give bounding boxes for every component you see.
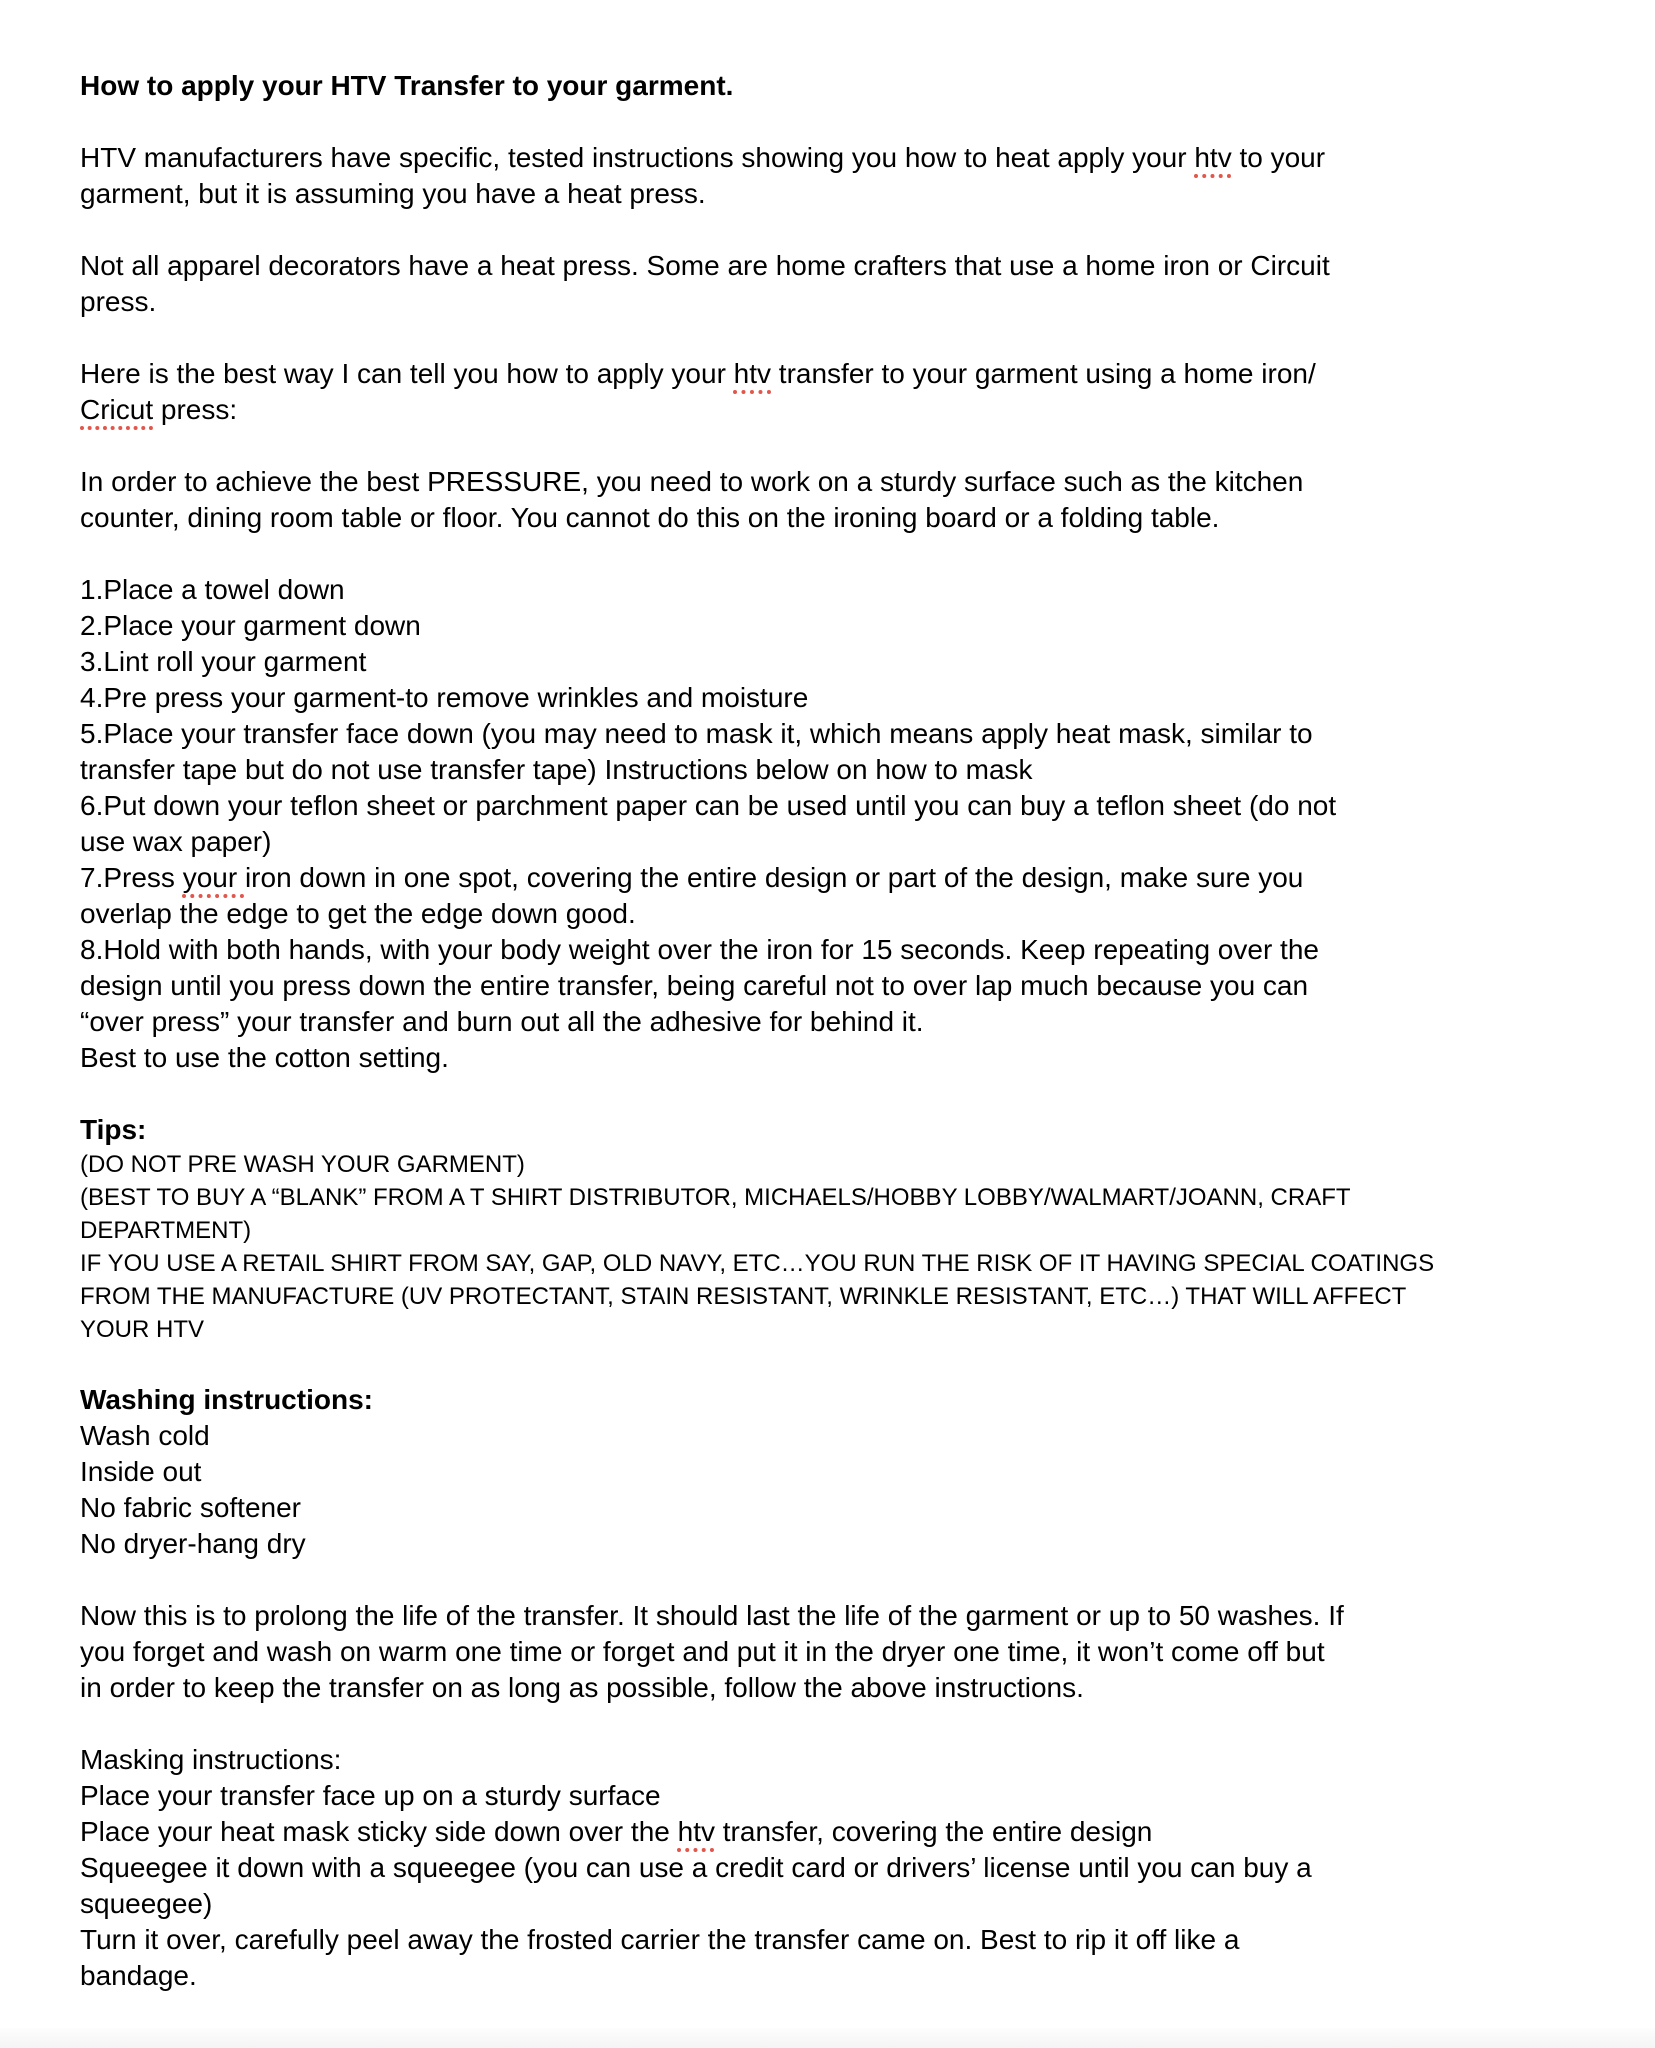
text-run: Not all apparel decorators have a heat press. Some are home crafters that use a home iron or Circuit xyxy=(80,250,1330,281)
text-line xyxy=(80,1040,1595,1076)
text-run: garment, but it is assuming you have a heat press. xyxy=(80,178,706,209)
text-line xyxy=(80,1634,1595,1670)
text-run: 6.Put down your teflon sheet or parchment paper can be used until you can buy a teflon sheet (do not xyxy=(80,790,1337,821)
text-line xyxy=(80,680,1595,716)
text-line xyxy=(80,932,1595,968)
numbered-steps-list xyxy=(80,572,1595,1076)
text-line xyxy=(80,1280,1595,1313)
document-body xyxy=(80,68,1595,1994)
text-run: Masking instructions: xyxy=(80,1744,342,1775)
text-run: transfer to your garment using a home iron/ xyxy=(771,358,1316,389)
text-run: iron down in one spot, covering the entire design or part of the design, make sure you xyxy=(244,862,1304,893)
text-line xyxy=(80,1313,1595,1346)
text-line xyxy=(80,1598,1595,1634)
text-run: use wax paper) xyxy=(80,826,272,857)
text-line xyxy=(80,896,1595,932)
text-run: transfer, covering the entire design xyxy=(714,1816,1153,1847)
misspelled-word: htv xyxy=(1194,142,1232,173)
text-run: Place your transfer face up on a sturdy surface xyxy=(80,1780,661,1811)
text-line xyxy=(80,572,1595,608)
misspelled-word: htv xyxy=(733,358,772,389)
text-line xyxy=(80,1181,1595,1214)
text-line xyxy=(80,1922,1595,1958)
text-line xyxy=(80,248,1595,284)
text-run: (BEST TO BUY A “BLANK” FROM A T SHIRT DISTRIBUTOR, MICHAELS/HOBBY LOBBY/WALMART/JOANN, CRAFT xyxy=(80,1184,1351,1211)
text-run: Tips: xyxy=(80,1114,147,1145)
text-line xyxy=(80,968,1595,1004)
text-line xyxy=(80,1247,1595,1280)
text-run: 3.Lint roll your garment xyxy=(80,646,367,677)
text-line xyxy=(80,1814,1595,1850)
text-run: to your xyxy=(1231,142,1326,173)
text-run: Place your heat mask sticky side down over the xyxy=(80,1816,678,1847)
washing-instructions-section xyxy=(80,1382,1595,1562)
text-line xyxy=(80,860,1595,896)
text-run: No fabric softener xyxy=(80,1492,301,1523)
text-run: 1.Place a towel down xyxy=(80,574,345,605)
text-run: press: xyxy=(153,394,238,425)
paragraph-prolong-life xyxy=(80,1598,1595,1706)
text-run: DEPARTMENT) xyxy=(80,1217,252,1244)
text-run: Best to use the cotton setting. xyxy=(80,1042,449,1073)
text-line xyxy=(80,1742,1595,1778)
text-run: Now this is to prolong the life of the transfer. It should last the life of the garment or up to 50 washes. If xyxy=(80,1600,1344,1631)
text-line xyxy=(80,752,1595,788)
text-run: 4.Pre press your garment-to remove wrinkles and moisture xyxy=(80,682,809,713)
text-run: IF YOU USE A RETAIL SHIRT FROM SAY, GAP, OLD NAVY, ETC…YOU RUN THE RISK OF IT HAVING SPECIAL COATINGS xyxy=(80,1250,1435,1277)
text-line xyxy=(80,356,1595,392)
text-line xyxy=(80,1112,1595,1148)
text-line xyxy=(80,1886,1595,1922)
text-run: transfer tape but do not use transfer tape) Instructions below on how to mask xyxy=(80,754,1033,785)
text-run: In order to achieve the best PRESSURE, you need to work on a sturdy surface such as the kitchen xyxy=(80,466,1304,497)
text-line xyxy=(80,500,1595,536)
page-bottom-band xyxy=(0,2028,1655,2048)
text-run: counter, dining room table or floor. You cannot do this on the ironing board or a folding table. xyxy=(80,502,1220,533)
text-line xyxy=(80,1004,1595,1040)
text-run: Squeegee it down with a squeegee (you can use a credit card or drivers’ license until you can buy a xyxy=(80,1852,1312,1883)
text-line xyxy=(80,608,1595,644)
text-line xyxy=(80,1958,1595,1994)
text-line xyxy=(80,716,1595,752)
misspelled-word: htv xyxy=(677,1816,715,1847)
text-run: Here is the best way I can tell you how to apply your xyxy=(80,358,734,389)
text-line xyxy=(80,284,1595,320)
text-line xyxy=(80,176,1595,212)
text-run: 8.Hold with both hands, with your body weight over the iron for 15 seconds. Keep repeating over the xyxy=(80,934,1319,965)
text-run: bandage. xyxy=(80,1960,197,1991)
text-line xyxy=(80,1148,1595,1181)
text-run: (DO NOT PRE WASH YOUR GARMENT) xyxy=(80,1151,525,1178)
misspelled-word: your xyxy=(182,862,245,893)
text-run: “over press” your transfer and burn out all the adhesive for behind it. xyxy=(80,1006,924,1037)
text-line xyxy=(80,1526,1595,1562)
text-line xyxy=(80,1382,1595,1418)
text-run: Inside out xyxy=(80,1456,202,1487)
misspelled-word: Cricut xyxy=(80,394,154,425)
text-run: How to apply your HTV Transfer to your garment. xyxy=(80,70,734,101)
text-run: No dryer-hang dry xyxy=(80,1528,306,1559)
text-line xyxy=(80,1454,1595,1490)
text-run: press. xyxy=(80,286,157,317)
text-run: 5.Place your transfer face down (you may need to mask it, which means apply heat mask, similar to xyxy=(80,718,1313,749)
document-title xyxy=(80,68,1595,104)
masking-instructions-section xyxy=(80,1742,1595,1994)
text-run: Turn it over, carefully peel away the frosted carrier the transfer came on. Best to rip it off like a xyxy=(80,1924,1240,1955)
text-run: design until you press down the entire transfer, being careful not to over lap much because you can xyxy=(80,970,1309,1001)
text-line xyxy=(80,1670,1595,1706)
text-line xyxy=(80,644,1595,680)
text-line xyxy=(80,1214,1595,1247)
tips-section xyxy=(80,1112,1595,1346)
text-run: Wash cold xyxy=(80,1420,210,1451)
text-line xyxy=(80,788,1595,824)
text-run: overlap the edge to get the edge down good. xyxy=(80,898,636,929)
text-line xyxy=(80,1850,1595,1886)
text-run: YOUR HTV xyxy=(80,1316,205,1343)
text-line xyxy=(80,1418,1595,1454)
paragraph-pressure xyxy=(80,464,1595,536)
paragraph-intro xyxy=(80,140,1595,212)
text-line xyxy=(80,140,1595,176)
paragraph-best-way xyxy=(80,356,1595,428)
text-line xyxy=(80,68,1595,104)
text-run: HTV manufacturers have specific, tested instructions showing you how to heat apply your xyxy=(80,142,1195,173)
text-run: Washing instructions: xyxy=(80,1384,373,1415)
paragraph-not-all-decorators xyxy=(80,248,1595,320)
text-run: 7.Press xyxy=(80,862,183,893)
text-line xyxy=(80,1778,1595,1814)
text-run: you forget and wash on warm one time or forget and put it in the dryer one time, it won’t come off but xyxy=(80,1636,1325,1667)
text-run: squeegee) xyxy=(80,1888,213,1919)
text-run: in order to keep the transfer on as long as possible, follow the above instructions. xyxy=(80,1672,1084,1703)
text-line xyxy=(80,392,1595,428)
text-line xyxy=(80,824,1595,860)
text-run: 2.Place your garment down xyxy=(80,610,421,641)
text-line xyxy=(80,1490,1595,1526)
text-run: FROM THE MANUFACTURE (UV PROTECTANT, STAIN RESISTANT, WRINKLE RESISTANT, ETC…) THAT WILL AFFECT xyxy=(80,1283,1407,1310)
text-line xyxy=(80,464,1595,500)
